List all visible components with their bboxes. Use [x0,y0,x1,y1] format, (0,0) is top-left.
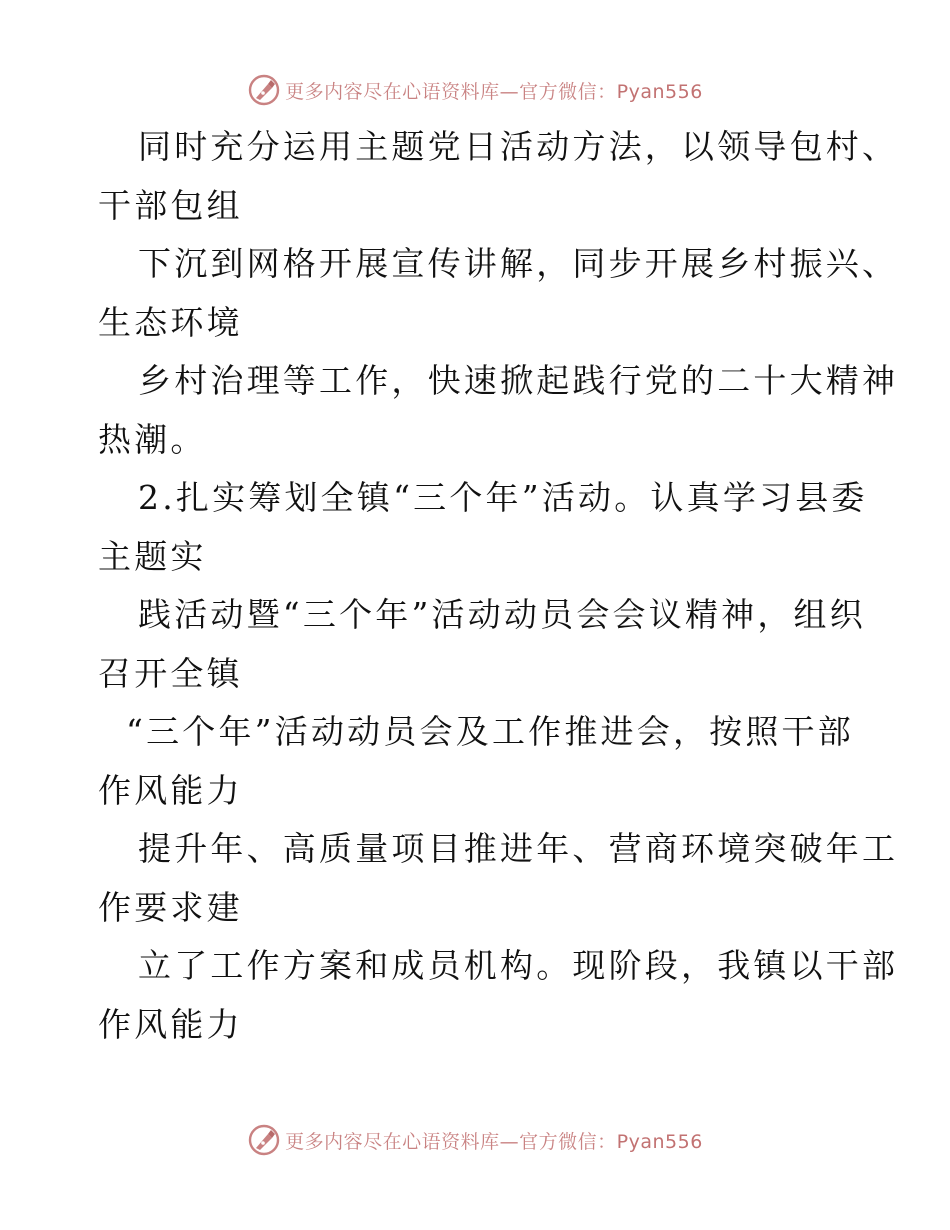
body-line: 作要求建 [98,887,243,927]
watermark-text: 更多内容尽在心语资料库—官方微信：Pyan556 [285,1130,703,1153]
body-line: 生态环境 [98,302,243,342]
body-line: 干部包组 [98,185,243,225]
body-line: 作风能力 [98,1004,243,1044]
body-line: 作风能力 [98,770,243,810]
pen-nib-seal-icon [247,1123,281,1157]
watermark-handle: Pyan556 [616,80,703,103]
body-line: 提升年、高质量项目推进年、营商环境突破年工 [138,829,899,868]
body-line: 热潮。 [98,419,207,459]
body-line: “三个年”活动动员会及工作推进会，按照干部 [126,712,854,751]
body-line: 2.扎实筹划全镇“三个年”活动。认真学习县委 [138,478,868,517]
body-line: 践活动暨“三个年”活动动员会会议精神，组织 [138,595,866,634]
watermark-text: 更多内容尽在心语资料库—官方微信：Pyan556 [285,80,703,103]
body-line: 主题实 [98,536,207,576]
body-line: 同时充分运用主题党日活动方法，以领导包村、 [138,127,899,166]
pen-nib-seal-icon [247,73,281,107]
watermark-handle: Pyan556 [616,1130,703,1153]
body-line: 下沉到网格开展宣传讲解，同步开展乡村振兴、 [138,244,899,283]
header-watermark [0,70,950,110]
body-line: 立了工作方案和成员机构。现阶段，我镇以干部 [138,946,899,985]
body-line: 乡村治理等工作，快速掀起践行党的二十大精神 [138,361,899,400]
document-body [98,118,899,1054]
body-line: 召开全镇 [98,653,243,693]
footer-watermark [0,1120,950,1160]
